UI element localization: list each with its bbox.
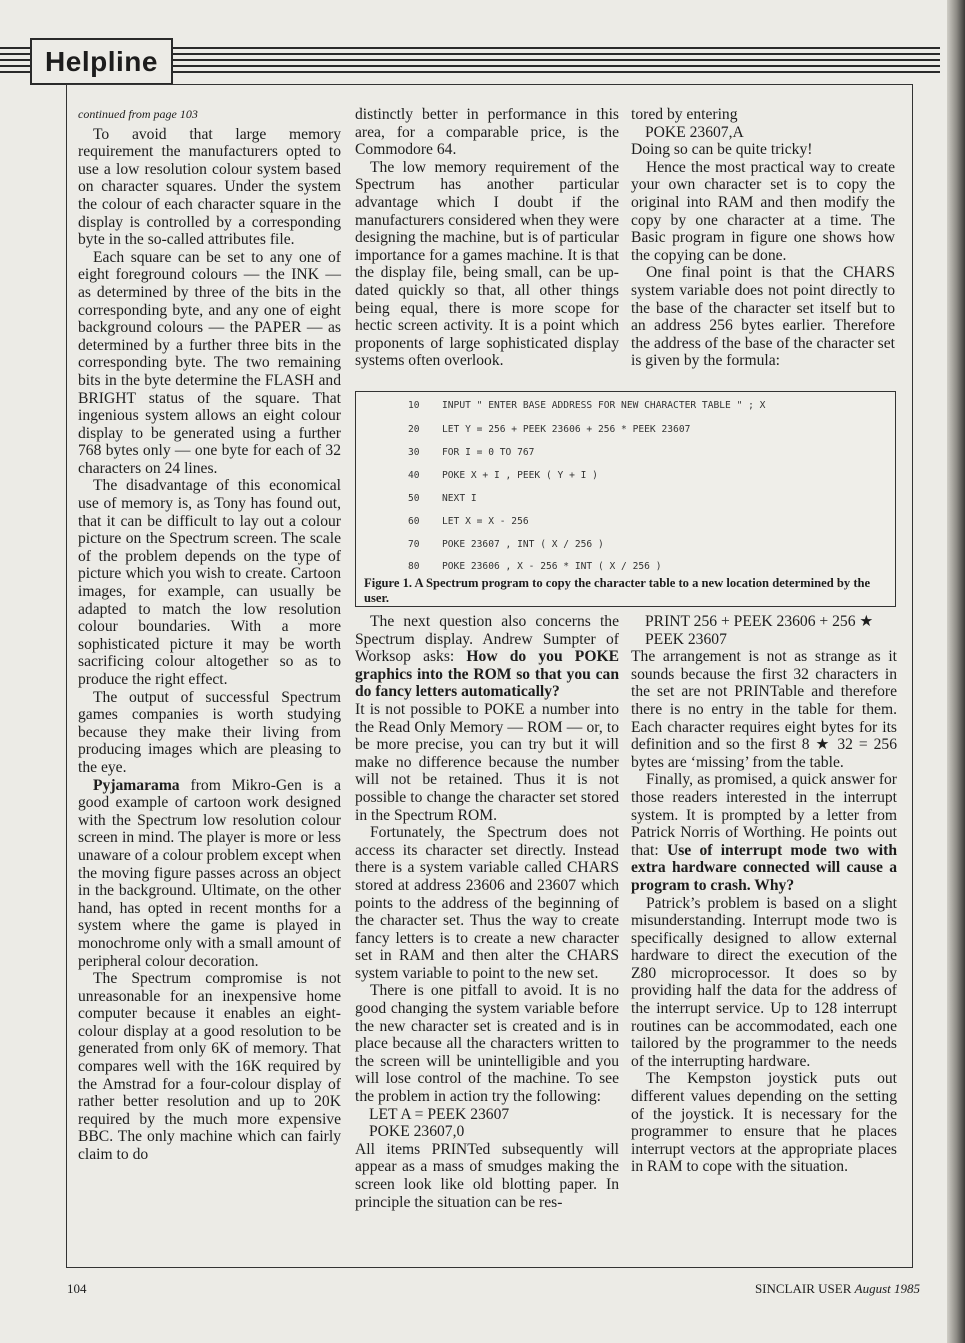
code-line: POKE 23607,0 <box>369 1123 465 1141</box>
code-text: POKE 23607 , INT ( X / 256 ) <box>442 539 604 550</box>
code-text: POKE X + I , PEEK ( Y + I ) <box>442 470 598 481</box>
code-row <box>356 539 895 563</box>
code-row <box>356 447 895 471</box>
formula: PRINT 256 + PEEK 23606 + 256 ★ PEEK 23607 <box>645 613 874 648</box>
code-row <box>356 493 895 517</box>
paragraph: To avoid that large memory requirement the manufacturers opted to use a low resolution colour system based on character squares. Under the system the colour of each character square in the display is controlled by a corresponding byte in the so-called attributes file. <box>78 125 341 249</box>
code-text: FOR I = 0 TO 767 <box>442 447 535 458</box>
game-name: Pyjamarama <box>93 776 180 794</box>
page-number: 104 <box>67 1281 87 1296</box>
paragraph: The arrangement is not as strange as it sounds because the first 32 characters in the set are not PRINTable and therefore there is no entry in the table for them. Each character requires eight bytes for its definition and so the first 8 ★ 32 = 256 bytes are ‘missing’ from the table. <box>631 648 897 771</box>
code-text: INPUT " ENTER BASE ADDRESS FOR NEW CHARACTER TABLE " ; X <box>442 400 766 411</box>
section-header-box <box>30 38 173 85</box>
paragraph <box>631 771 897 894</box>
paragraph: The low memory requirement of the Spectrum has another particular advantage which I doubt if the manufacturers considered when they were designing the machine, but is of particular importance for a games machine. It is that the display file, being small, can be up-dated quickly so that, all other things being equal, there is more scope for hectic screen activity. It is a point which proponents of large sophisticated display systems often overlook. <box>355 158 619 370</box>
continued-note: continued from page 103 <box>78 107 198 121</box>
line-number: 10 <box>408 400 420 411</box>
paragraph: Each square can be set to any one of eight foreground colours — the INK — as determined by three of the bits in the corresponding byte, and any one of eight background colours — the PAPER — as determined by a further three bits in the corresponding byte. The two remaining bits in the byte determine the FLASH and BRIGHT status of the square. That ingenious system allows an eight colour display to be generated using a further 768 bytes only — one byte for each of 32 characters on 24 lines. <box>78 248 341 477</box>
line-number: 20 <box>408 424 420 435</box>
paragraph <box>78 777 341 971</box>
figure-caption: Figure 1. A Spectrum program to copy the character table to a new location determined by the user. <box>364 576 871 605</box>
line-number: 50 <box>408 493 420 504</box>
column-2-bottom <box>355 613 619 1211</box>
paragraph: tored by entering <box>631 106 738 123</box>
code-row <box>356 400 895 424</box>
paragraph: Fortunately, the Spectrum does not access its character set directly. Instead there is a system variable called CHARS stored at address 23606 and 23607 which points to the address of the beginning of the character set. Thus the way to create fancy letters is to create a new character set in RAM and then alter the CHARS system variable to point to the new set. <box>355 824 619 982</box>
issue-date: August 1985 <box>854 1281 920 1296</box>
line-number: 80 <box>408 561 420 572</box>
line-number: 40 <box>408 470 420 481</box>
reader-question: How do you POKE graphics into the ROM so that you can do fancy letters automatically? <box>355 648 619 701</box>
paragraph: All items PRINTed subsequently will appear as a mass of smudges making the screen look like old blotting paper. In principle the situation can be res- <box>355 1140 619 1211</box>
code-line: LET A = PEEK 23607 <box>369 1105 510 1123</box>
code-row <box>356 516 895 540</box>
code-text: POKE 23606 , X - 256 * INT ( X / 256 ) <box>442 561 662 572</box>
magazine-name: SINCLAIR USER <box>754 1281 852 1296</box>
code-row <box>356 424 895 448</box>
paragraph: The Kempston joystick puts out different values depending on the setting of the joystick. It is necessary for the programmer to ensure that he places interrupt vectors at the appropriate places in RAM to cope with the situation. <box>631 1070 897 1176</box>
column-3-top <box>631 106 895 370</box>
code-line: POKE 23607,A <box>645 123 744 141</box>
paragraph: The disadvantage of this economical use of memory is, as Tony has found out, that it can be difficult to lay out a colour picture on the Spectrum screen. The scale of the problem depends on the type of picture which you wish to create. Cartoon images, for example, can usually be adapted to match the low resolution colour boundaries. With a more sophisticated picture it may be worth sacrificing colour altogether so as to produce the right effect. <box>78 477 341 688</box>
column-1 <box>78 106 341 1164</box>
paragraph: The output of successful Spectrum games companies is worth studying because they make their living from producing images which are pleasing to the eye. <box>78 688 341 776</box>
paragraph: distinctly better in performance in this area, for a comparable price, is the Commodore 64. <box>355 106 619 159</box>
magazine-footer <box>755 1281 920 1297</box>
paragraph-text: Finally, as promised, a quick answer for those readers interested in the interrupt system. It is prompted by a letter from Patrick Norris of Worthing. He points out that: <box>631 771 897 859</box>
figure-1 <box>355 391 896 607</box>
paragraph: The Spectrum compromise is not unreasonable for an inexpensive home computer because it enables an eight-colour display at a good resolution to be generated from only 6K of memory. That compares well with the 16K required by the Amstrad for a four-colour display of rather better resolution and up to 20K required by the much more expensive BBC. The only machine which can fairly claim to do <box>78 970 341 1164</box>
paragraph: Patrick’s problem is based on a slight misunderstanding. Interrupt mode two is specifically designed to allow external hardware to direct the execution of the Z80 microprocessor. It does so by providing half the data for the address of the interrupt service. Up to 128 interrupt routines can be accommodated, each one tailored by the programmer to the needs of the interrupting hardware. <box>631 894 897 1070</box>
paragraph: Hence the most practical way to create your own character set is to copy the original into RAM and then modify the copy by one character at a time. The Basic program in figure one shows how the copying can be done. <box>631 158 895 264</box>
paragraph: There is one pitfall to avoid. It is no good changing the system variable before the new character set is created and is in place because all the characters written to the screen will be unintelligible and you will lose control of the machine. To see the problem in action try the following: <box>355 982 619 1106</box>
paragraph: It is not possible to POKE a number into the Read Only Memory — ROM — or, to be more precise, you can try but it will make no difference because the number will not be retained. Thus it is not possible to change the character set stored in the Spectrum ROM. <box>355 700 619 824</box>
paragraph-text: from Mikro-Gen is a good example of cartoon work designed with the Spectrum low resolution colour screen in mind. The player is more or less unaware of a colour problem except when the moving figure passes across an object in the background. Ultimate, on the other hand, has opted in recent months for a system where the game is played in monochrome only with a small amount of peripheral colour decoration. <box>78 776 341 970</box>
column-3-bottom <box>631 613 897 1176</box>
code-row <box>356 470 895 494</box>
column-2-top <box>355 106 619 370</box>
line-number: 30 <box>408 447 420 458</box>
line-number: 70 <box>408 539 420 550</box>
paragraph-text: The next question also concerns the Spectrum display. Andrew Sumpter of Worksop asks: <box>355 613 619 666</box>
reader-question: Use of interrupt mode two with extra hardware connected will cause a program to crash. Why? <box>631 841 897 894</box>
paragraph: Doing so can be quite tricky! <box>631 141 813 159</box>
paragraph <box>355 613 619 701</box>
paragraph: One final point is that the CHARS system variable does not point directly to the base of the character set itself but to an address 256 bytes earlier. Therefore the address of the base of the character set is given by the formula: <box>631 264 895 370</box>
code-text: LET Y = 256 + PEEK 23606 + 256 * PEEK 23607 <box>442 424 691 435</box>
line-number: 60 <box>408 516 420 527</box>
code-text: LET X = X - 256 <box>442 516 529 527</box>
page-edge-shadow <box>947 0 965 1343</box>
section-title: Helpline <box>45 46 158 77</box>
code-text: NEXT I <box>442 493 477 504</box>
